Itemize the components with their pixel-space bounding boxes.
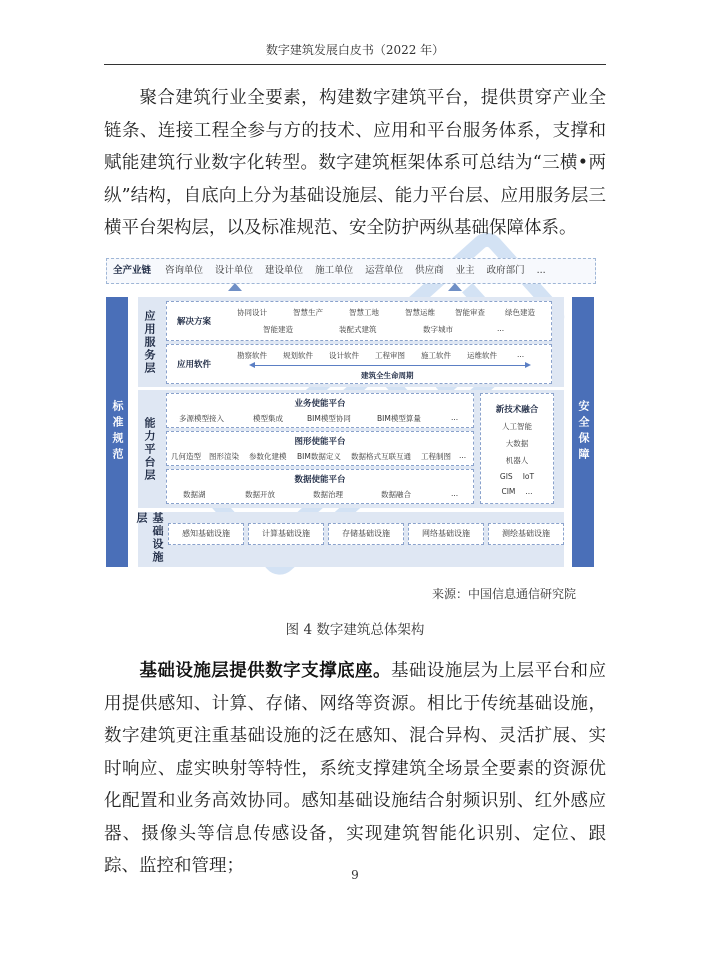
platform-item: 几何造型 bbox=[171, 452, 201, 461]
left-pillar: 标准规范 bbox=[106, 297, 128, 567]
tech-item: GIS bbox=[499, 472, 513, 481]
chain-item: 供应商 bbox=[415, 265, 444, 276]
paragraph1-text: 聚合建筑行业全要素，构建数字建筑平台，提供贯穿产业全链条、连接工程全参与方的技术、应用和平台服务体系，支撑和赋能建筑行业数字化转型。数字建筑框架体系可总结为“三横•两纵”结构，自底向上分为基础设施层、能力平台层、应用服务层三横平台架构层，以及标准规范、安全防护两纵基础保障体系。 bbox=[104, 88, 606, 238]
tech-item: ... bbox=[525, 487, 533, 496]
platform-item: ... bbox=[451, 489, 459, 498]
figure-source: 来源：中国信息通信研究院 bbox=[432, 587, 577, 601]
tech-item: 机器人 bbox=[505, 456, 529, 465]
tech-item: CIM bbox=[501, 487, 516, 496]
platform-item: BIM模型协同 bbox=[307, 414, 351, 423]
paragraph-body: 基础设施层为上层平台和应用提供感知、计算、存储、网络等资源。相比于传统基础设施，数字建筑更注重基础设施的泛在感知、混合异构、灵活扩展、实时响应、虚实映射等特性，系统支撑建筑全场景全要素的资源优化配置和业务高效协同。感知基础设施结合射频识别、红外感应器、摄像头等信息传感设备，实现建筑智能化识别、定位、跟踪、监控和管理； bbox=[104, 661, 607, 876]
platform-item: 数据融合 bbox=[381, 490, 411, 499]
platform-item: BIM模型算量 bbox=[377, 414, 421, 423]
tech-item: IoT bbox=[522, 472, 535, 481]
platform-item: 数据开放 bbox=[245, 490, 275, 499]
business-platform-box bbox=[166, 393, 474, 428]
up-arrow-icon bbox=[448, 283, 462, 291]
graphics-platform-title: 图形使能平台 bbox=[294, 437, 346, 447]
chain-item: 运营单位 bbox=[365, 265, 404, 276]
body-paragraph-2 bbox=[104, 655, 606, 883]
graphics-platform-box bbox=[166, 431, 474, 466]
new-tech-box bbox=[480, 393, 554, 504]
industry-chain-bar bbox=[106, 258, 596, 284]
data-platform-box bbox=[166, 469, 474, 504]
solution-item: 智能建造 bbox=[263, 325, 293, 334]
software-track bbox=[233, 345, 543, 383]
platform-item: 工程制图 bbox=[421, 452, 451, 461]
tech-pair bbox=[481, 487, 553, 496]
body-paragraph-1 bbox=[104, 82, 606, 245]
software-item: 施工软件 bbox=[421, 351, 451, 360]
chain-title: 全产业链 bbox=[113, 265, 152, 276]
platform-item: ... bbox=[459, 451, 467, 460]
chain-item: 政府部门 bbox=[486, 265, 525, 276]
lifecycle-label: 建筑全生命周期 bbox=[361, 371, 414, 380]
infra-item: 网络基础设施 bbox=[408, 523, 484, 545]
tech-item: 人工智能 bbox=[502, 422, 532, 431]
solutions-box bbox=[166, 301, 552, 341]
layer-title: 基础设施层 bbox=[135, 512, 164, 564]
data-platform-title: 数据使能平台 bbox=[294, 475, 346, 485]
solution-item: 智慧运维 bbox=[405, 308, 435, 317]
software-item: 设计软件 bbox=[329, 351, 359, 360]
solutions-label: 解决方案 bbox=[177, 317, 212, 327]
chain-item: ... bbox=[536, 265, 546, 276]
right-pillar: 安全保障 bbox=[572, 297, 594, 567]
platform-item: 参数化建模 bbox=[249, 452, 287, 461]
software-item: 工程审图 bbox=[375, 351, 405, 360]
software-item: 勘察软件 bbox=[237, 351, 267, 360]
business-platform-title: 业务使能平台 bbox=[294, 399, 346, 409]
solution-item: 智能审查 bbox=[455, 308, 485, 317]
solution-item: 绿色建造 bbox=[505, 308, 535, 317]
platform-item: 多源模型接入 bbox=[179, 414, 224, 423]
chain-item: 咨询单位 bbox=[165, 265, 204, 276]
solution-item: 数字城市 bbox=[423, 325, 453, 334]
platform-item: 图形渲染 bbox=[209, 452, 239, 461]
solution-item: 装配式建筑 bbox=[339, 325, 377, 334]
software-item: 规划软件 bbox=[283, 351, 313, 360]
chain-item: 业主 bbox=[455, 265, 475, 276]
figure-caption: 图 4 数字建筑总体架构 bbox=[285, 622, 425, 638]
solution-item: 智慧工地 bbox=[349, 308, 379, 317]
platform-item: ... bbox=[451, 413, 459, 422]
page-number: 9 bbox=[351, 868, 359, 882]
infra-item: 感知基础设施 bbox=[168, 523, 244, 545]
chain-item: 设计单位 bbox=[215, 265, 254, 276]
paragraph-lead: 基础设施层提供数字支撑底座。 bbox=[139, 661, 391, 681]
software-label: 应用软件 bbox=[177, 360, 212, 370]
platform-item: 数据治理 bbox=[313, 490, 343, 499]
layer-title: 能力平台层 bbox=[143, 416, 156, 482]
software-box bbox=[166, 344, 552, 384]
platform-item: 数据湖 bbox=[183, 490, 206, 499]
new-tech-title: 新技术融合 bbox=[495, 405, 539, 415]
application-layer bbox=[138, 297, 564, 387]
capability-layer bbox=[138, 390, 564, 508]
chain-item: 施工单位 bbox=[315, 265, 354, 276]
platform-item: 模型集成 bbox=[253, 414, 283, 423]
tech-pair bbox=[481, 472, 553, 481]
layer-title: 应用服务层 bbox=[143, 309, 156, 375]
software-item: ... bbox=[517, 350, 525, 359]
solution-item: 协同设计 bbox=[237, 308, 267, 317]
lifecycle-double-arrow bbox=[251, 365, 529, 366]
infrastructure-layer bbox=[135, 512, 564, 567]
up-arrow-icon bbox=[228, 283, 242, 291]
tech-item: 大数据 bbox=[505, 439, 529, 448]
software-item: 运维软件 bbox=[467, 351, 497, 360]
solution-item: ... bbox=[497, 324, 505, 333]
running-header: 数字建筑发展白皮书（2022 年） bbox=[104, 40, 606, 65]
infra-item: 计算基础设施 bbox=[248, 523, 324, 545]
infra-item: 测绘基础设施 bbox=[488, 523, 564, 545]
solution-item: 智慧生产 bbox=[293, 308, 323, 317]
infra-item: 存储基础设施 bbox=[328, 523, 404, 545]
platform-item: 数据格式互联互通 bbox=[351, 452, 411, 461]
architecture-diagram bbox=[106, 254, 598, 574]
chain-item: 建设单位 bbox=[265, 265, 304, 276]
platform-item: BIM数据定义 bbox=[297, 452, 341, 461]
